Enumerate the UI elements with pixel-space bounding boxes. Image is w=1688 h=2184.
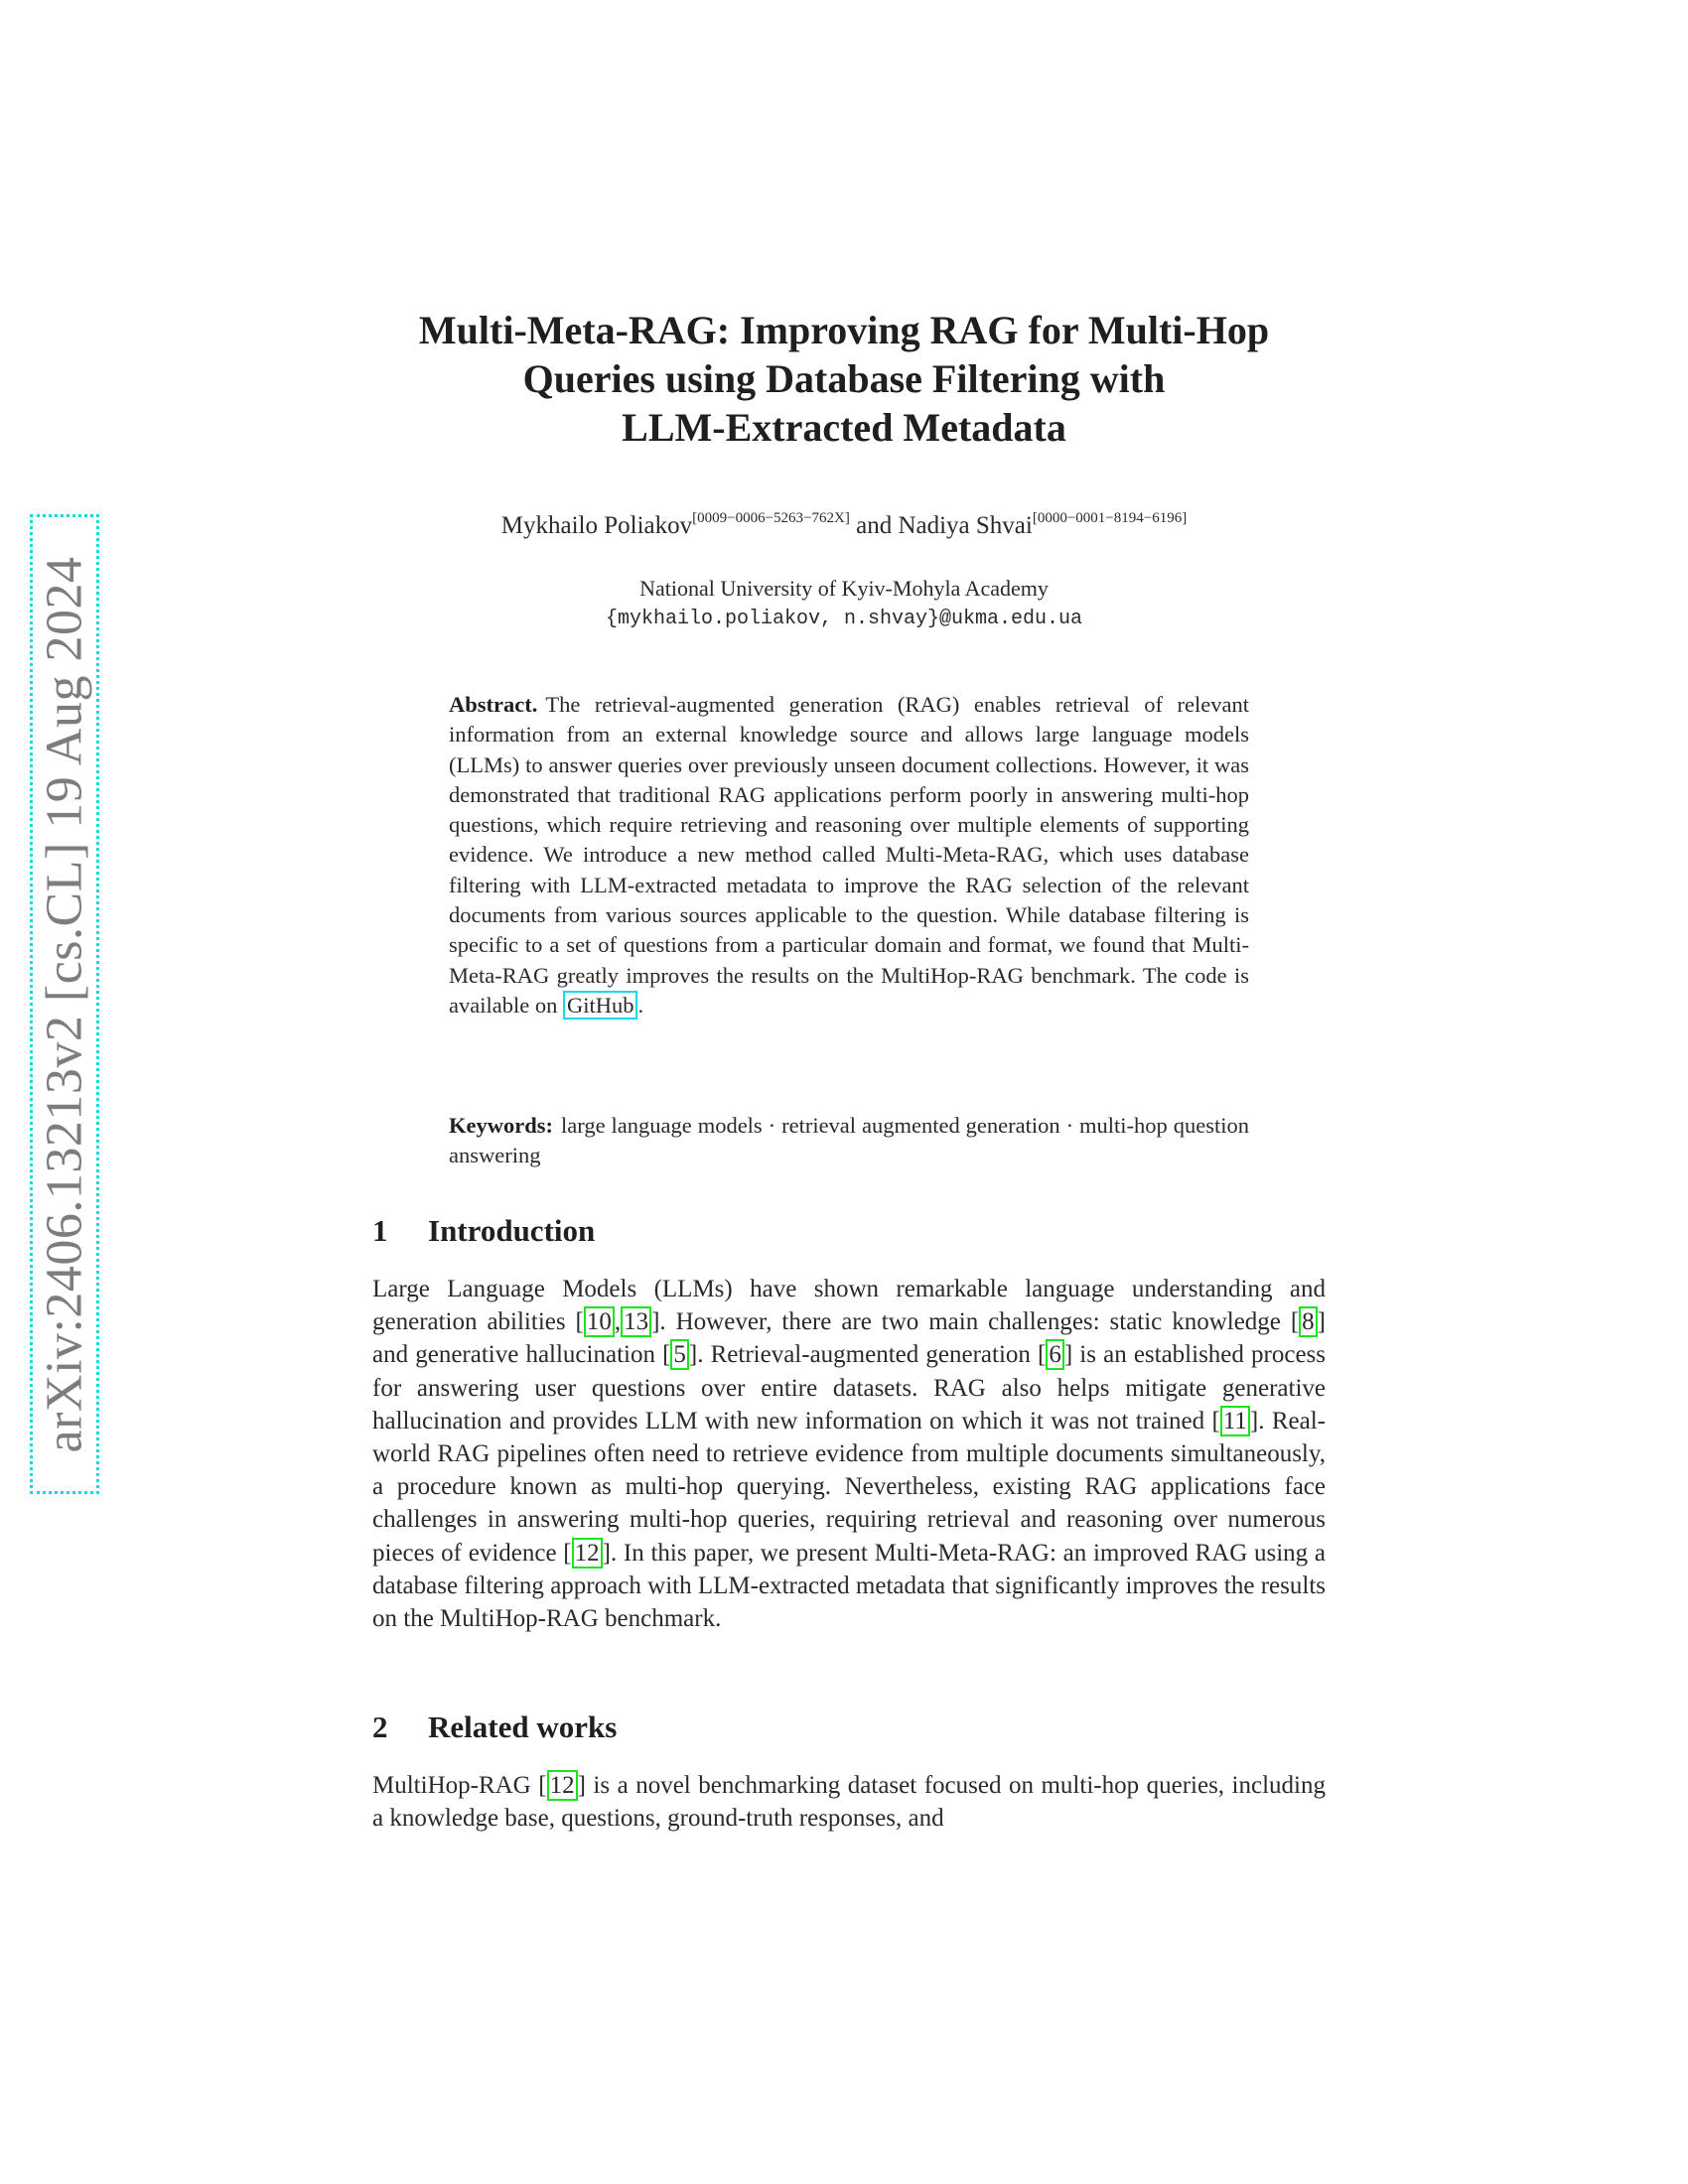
abstract-tail: . [637, 992, 644, 1018]
paper-title [348, 306, 1340, 452]
affiliation: National University of Kyiv-Mohyla Academy [639, 576, 1049, 601]
abstract [449, 690, 1249, 1021]
section-heading-related-works [372, 1709, 617, 1745]
keywords-label: Keywords: [449, 1113, 553, 1138]
citation-link[interactable]: 8 [1299, 1306, 1318, 1337]
title-line-2: Queries using Database Filtering with [522, 356, 1166, 401]
keywords [449, 1111, 1249, 1171]
github-link[interactable]: GitHub [563, 991, 638, 1020]
paragraph-text: ] is an established process for answering user questions over entire datasets. RAG also helps mitigate generative hallucination and provides LLM with new information on which it was not trained [ [372, 1341, 1326, 1434]
paragraph-text: ]. In this paper, we present Multi-Meta-RAG: an improved RAG using a database filtering approach with LLM-extracted metadata that significantly improves the results on the MultiHop-RAG benchmark. [372, 1539, 1326, 1633]
citation-link[interactable]: 11 [1220, 1406, 1250, 1436]
arxiv-identifier[interactable]: arXiv:2406.13213v2 [cs.CL] 19 Aug 2024 [36, 556, 93, 1452]
author-orcid[interactable]: [0009−0006−5263−762X] [692, 510, 850, 526]
section-title: Related works [428, 1709, 618, 1744]
citation-link[interactable]: 10 [584, 1306, 615, 1337]
paragraph-text: , [614, 1308, 622, 1336]
citation-link[interactable]: 12 [572, 1538, 603, 1569]
section-number: 2 [372, 1709, 388, 1744]
section-number: 1 [372, 1213, 388, 1248]
keywords-text: large language models · retrieval augmented generation · multi-hop question answering [449, 1113, 1249, 1168]
author-joiner: and [849, 512, 899, 539]
citation-link[interactable]: 5 [670, 1339, 689, 1370]
title-line-3: LLM-Extracted Metadata [622, 405, 1066, 450]
author-list [348, 510, 1340, 540]
section-title: Introduction [428, 1213, 596, 1248]
section-heading-introduction [372, 1213, 595, 1249]
introduction-paragraph [372, 1273, 1326, 1635]
citation-link[interactable]: 6 [1046, 1339, 1064, 1370]
related-works-paragraph [372, 1769, 1326, 1835]
abstract-text: The retrieval-augmented generation (RAG) enables retrieval of relevant information from an external knowledge source and allows large language models (LLMs) to answer queries over previously unseen document collections. However, it was demonstrated that traditional RAG applications perform poorly in answering multi-hop questions, which require retrieving and reasoning over multiple elements of supporting evidence. We introduce a new method called Multi-Meta-RAG, which uses database filtering with LLM-extracted metadata to improve the RAG selection of the relevant documents from various sources applicable to the question. While database filtering is specific to a set of questions from a particular domain and format, we found that Multi-Meta-RAG greatly improves the results on the MultiHop-RAG benchmark. The code is available on [449, 692, 1249, 1018]
author-emails: {mykhailo.poliakov, n.shvay}@ukma.edu.ua [605, 608, 1083, 630]
author-name: Nadiya Shvai [898, 512, 1033, 539]
paragraph-text: Large Language Models (LLMs) have shown remarkable language understanding and generation abilities [ [372, 1276, 1326, 1336]
title-line-1: Multi-Meta-RAG: Improving RAG for Multi-Hop [418, 308, 1270, 352]
paragraph-text: ] is a novel benchmarking dataset focused on multi-hop queries, including a knowledge base, questions, ground-truth responses, and [372, 1772, 1326, 1833]
paragraph-text: ]. Retrieval-augmented generation [ [688, 1341, 1047, 1369]
arxiv-stamp [30, 514, 99, 1494]
paragraph-text: ]. However, there are two main challenges: static knowledge [ [651, 1308, 1300, 1336]
abstract-label: Abstract. [449, 692, 538, 717]
author-orcid[interactable]: [0000−0001−8194−6196] [1032, 510, 1188, 526]
paragraph-text: MultiHop-RAG [ [372, 1772, 547, 1799]
citation-link[interactable]: 13 [621, 1306, 651, 1337]
paragraph-text: ]. Real-world RAG pipelines often need to retrieve evidence from multiple documents simultaneously, a procedure known as multi-hop querying. Nevertheless, existing RAG applications face challenges in answering multi-hop queries, requiring retrieval and reasoning over numerous pieces of evidence [ [372, 1407, 1326, 1567]
citation-link[interactable]: 12 [547, 1770, 578, 1801]
paragraph-text: ] and generative hallucination [ [372, 1308, 1326, 1369]
author-name: Mykhailo Poliakov [500, 512, 693, 539]
